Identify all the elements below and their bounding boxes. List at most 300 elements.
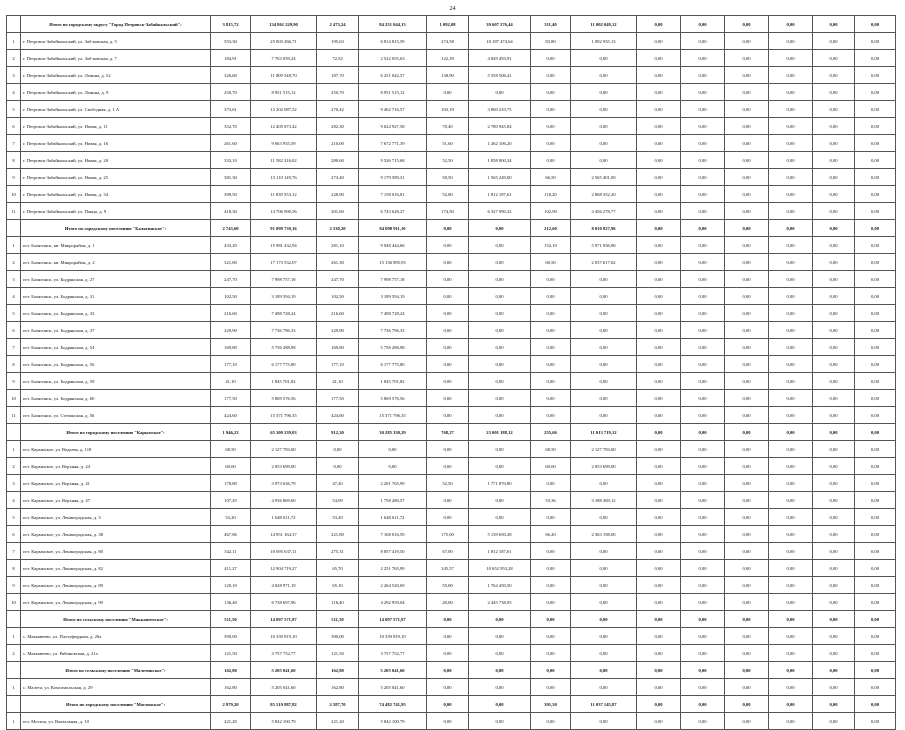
value-cell: 0,00 — [855, 101, 896, 118]
row-index-cell: 3 — [7, 67, 21, 84]
value-cell: 0,00 — [427, 322, 469, 339]
value-cell: 162,80 — [211, 679, 251, 696]
value-cell: 0,00 — [725, 577, 769, 594]
row-name-cell: пгт. Балягинск, ул. Бодрянская, д. 59 — [21, 373, 211, 390]
table-row — [7, 186, 896, 203]
value-cell: 0,00 — [571, 645, 637, 662]
value-cell: 0,00 — [637, 611, 681, 628]
value-cell: 11 002 049,12 — [571, 16, 637, 33]
value-cell: 4 936 869,60 — [251, 492, 317, 509]
value-cell: 345,57 — [427, 560, 469, 577]
value-cell: 6 738 697,96 — [251, 594, 317, 611]
row-index-cell: 2 — [7, 645, 21, 662]
value-cell: 0,00 — [637, 322, 681, 339]
value-cell: 6 814 815,59 — [359, 33, 427, 50]
value-cell: 2 565 401,00 — [571, 169, 637, 186]
value-cell: 0,00 — [681, 458, 725, 475]
value-cell: 15 371 796,35 — [359, 407, 427, 424]
row-index-cell: 1 — [7, 628, 21, 645]
value-cell: 228,90 — [317, 186, 359, 203]
value-cell: 0,00 — [855, 356, 896, 373]
value-cell: 5 558 506,41 — [469, 67, 531, 84]
row-index-cell: 1 — [7, 237, 21, 254]
value-cell: 0,00 — [637, 390, 681, 407]
value-cell: 0,00 — [681, 373, 725, 390]
value-cell: 66,20 — [531, 526, 571, 543]
value-cell: 0,00 — [813, 645, 855, 662]
value-cell: 2 868 352,20 — [571, 186, 637, 203]
table-row — [7, 271, 896, 288]
value-cell: 0,00 — [855, 84, 896, 101]
value-cell: 0,00 — [637, 662, 681, 679]
value-cell: 0,00 — [637, 84, 681, 101]
value-cell: 0,00 — [681, 118, 725, 135]
value-cell: 30 285 330,29 — [359, 424, 427, 441]
value-cell: 282,30 — [317, 118, 359, 135]
value-cell: 0,00 — [681, 424, 725, 441]
value-cell: 0,00 — [681, 543, 725, 560]
value-cell: 326,60 — [211, 67, 251, 84]
value-cell: 9 526 715,68 — [359, 152, 427, 169]
value-cell: 0,00 — [427, 509, 469, 526]
row-index-cell: 2 — [7, 254, 21, 271]
value-cell: 0,00 — [813, 220, 855, 237]
value-cell: 0,00 — [813, 373, 855, 390]
row-index-cell — [7, 696, 21, 713]
row-name-cell: пгт. Балягинск, кв. Микрорайон, д. 1 — [21, 237, 211, 254]
row-index-cell: 10 — [7, 186, 21, 203]
value-cell: 0,00 — [769, 339, 813, 356]
value-cell: 0,00 — [725, 322, 769, 339]
value-cell: 0,00 — [637, 560, 681, 577]
value-cell: 0,00 — [469, 288, 531, 305]
value-cell: 85 519 887,82 — [251, 696, 317, 713]
value-cell: 0,00 — [531, 101, 571, 118]
value-cell: 121,50 — [211, 645, 251, 662]
value-cell: 0,00 — [769, 441, 813, 458]
value-cell: 390,00 — [211, 628, 251, 645]
value-cell: 0,00 — [469, 322, 531, 339]
value-cell: 0,00 — [813, 628, 855, 645]
value-cell: 2 201 765,99 — [359, 475, 427, 492]
value-cell: 0,00 — [725, 135, 769, 152]
value-cell: 0,00 — [571, 713, 637, 730]
value-cell: 0,00 — [855, 186, 896, 203]
value-cell: 11 582 316,02 — [251, 152, 317, 169]
value-cell: 0,00 — [681, 203, 725, 220]
value-cell: 0,00 — [855, 645, 896, 662]
value-cell: 0,00 — [681, 271, 725, 288]
value-cell: 0,00 — [681, 645, 725, 662]
row-index-cell: 9 — [7, 577, 21, 594]
value-cell: 0,00 — [681, 662, 725, 679]
value-cell: 255,66 — [531, 424, 571, 441]
value-cell: 0,00 — [469, 356, 531, 373]
row-name-cell: пгт. Балягинск, ул. Бодрянская, д. 33 — [21, 305, 211, 322]
row-name-cell: с. Маккавеево, ул. Рябиновская, д. 21а — [21, 645, 211, 662]
row-index-cell: 2 — [7, 50, 21, 67]
value-cell: 0,00 — [571, 152, 637, 169]
value-cell: 0,00 — [637, 203, 681, 220]
value-cell: 229,90 — [211, 322, 251, 339]
value-cell: 0,00 — [769, 67, 813, 84]
row-name-cell: пгт. Карымское, ул. Ленинградская, д. 99 — [21, 594, 211, 611]
value-cell: 0,00 — [571, 288, 637, 305]
value-cell: 187,70 — [317, 67, 359, 84]
row-name-cell: пгт. Балягинск, ул. Степанская, д. 56 — [21, 407, 211, 424]
value-cell: 0,00 — [637, 543, 681, 560]
value-cell: 184,91 — [211, 50, 251, 67]
value-cell: 2 530,20 — [317, 220, 359, 237]
value-cell: 0,00 — [571, 271, 637, 288]
value-cell: 65,10 — [317, 577, 359, 594]
value-cell: 9 624 927,58 — [359, 118, 427, 135]
value-cell: 3 757 752,77 — [251, 645, 317, 662]
table-row — [7, 254, 896, 271]
row-index-cell: 4 — [7, 288, 21, 305]
value-cell: 7 672 771,39 — [359, 135, 427, 152]
value-cell: 0,00 — [813, 339, 855, 356]
value-cell: 2 053 699,00 — [571, 458, 637, 475]
value-cell: 0,00 — [725, 339, 769, 356]
value-cell: 8 951 515,12 — [359, 84, 427, 101]
value-cell: 7 736 796,33 — [359, 322, 427, 339]
value-cell: 0,00 — [637, 169, 681, 186]
value-cell: 0,00 — [855, 713, 896, 730]
value-cell: 1 858 800,34 — [469, 152, 531, 169]
value-cell: 13 110 149,76 — [251, 169, 317, 186]
value-cell: 0,00 — [637, 237, 681, 254]
value-cell: 0,00 — [637, 118, 681, 135]
value-cell: 0,00 — [855, 322, 896, 339]
row-index-cell: 1 — [7, 713, 21, 730]
row-name-cell: Итого по городскому поселению "Балягинское": — [21, 220, 211, 237]
value-cell: 0,00 — [681, 390, 725, 407]
row-name-cell: Итого по городскому поселению "Могзонское": — [21, 696, 211, 713]
value-cell: 11 839 553,12 — [251, 186, 317, 203]
value-cell: 0,00 — [769, 645, 813, 662]
value-cell: 20,00 — [427, 594, 469, 611]
value-cell: 2 522 055,63 — [359, 50, 427, 67]
value-cell: 2 127 783,00 — [251, 441, 317, 458]
value-cell: 0,00 — [469, 696, 531, 713]
table-row — [7, 169, 896, 186]
value-cell: 3 189 594,19 — [251, 288, 317, 305]
value-cell: 0,00 — [725, 645, 769, 662]
table-row — [7, 237, 896, 254]
value-cell: 1 946,23 — [211, 424, 251, 441]
value-cell: 12 904 719,27 — [251, 560, 317, 577]
value-cell: 0,00 — [637, 526, 681, 543]
row-index-cell: 7 — [7, 543, 21, 560]
value-cell: 0,00 — [813, 118, 855, 135]
table-row — [7, 679, 896, 696]
value-cell: 229,90 — [317, 322, 359, 339]
value-cell: 0,00 — [855, 152, 896, 169]
value-cell: 0,00 — [427, 390, 469, 407]
value-cell: 0,00 — [855, 611, 896, 628]
total-row — [7, 16, 896, 33]
row-index-cell — [7, 611, 21, 628]
value-cell: 247,70 — [317, 271, 359, 288]
row-index-cell — [7, 424, 21, 441]
value-cell: 221,20 — [211, 713, 251, 730]
row-index-cell: 3 — [7, 271, 21, 288]
row-name-cell: пгт. Могзон, ул. Вокзальная, д. 10 — [21, 713, 211, 730]
value-cell: 0,00 — [531, 271, 571, 288]
value-cell: 0,00 — [855, 594, 896, 611]
value-cell: 0,00 — [855, 118, 896, 135]
value-cell: 0,00 — [427, 288, 469, 305]
value-cell: 2 780 945,84 — [469, 118, 531, 135]
value-cell: 0,00 — [637, 679, 681, 696]
value-cell: 5 205 041,60 — [359, 662, 427, 679]
value-cell: 1 845 701,82 — [359, 373, 427, 390]
value-cell: 0,00 — [637, 135, 681, 152]
row-name-cell: пгт. Балягинск, ул. Бодрянская, д. 60 — [21, 390, 211, 407]
value-cell: 0,00 — [427, 441, 469, 458]
value-cell: 14 097 571,87 — [359, 611, 427, 628]
value-cell: 175,00 — [427, 526, 469, 543]
value-cell: 52,50 — [427, 475, 469, 492]
value-cell: 0,00 — [725, 492, 769, 509]
value-cell: 0,00 — [769, 628, 813, 645]
value-cell: 0,00 — [813, 135, 855, 152]
value-cell: 4 849 493,91 — [469, 50, 531, 67]
value-cell: 0,00 — [571, 611, 637, 628]
row-index-cell: 5 — [7, 101, 21, 118]
value-cell: 6 743 628,27 — [359, 203, 427, 220]
value-cell: 0,00 — [813, 101, 855, 118]
value-cell: 0,00 — [769, 237, 813, 254]
value-cell: 50,50 — [427, 169, 469, 186]
row-index-cell — [7, 220, 21, 237]
value-cell: 270,42 — [317, 101, 359, 118]
value-cell: 11 013 719,12 — [571, 424, 637, 441]
value-cell: 2 264 520,69 — [359, 577, 427, 594]
table-row — [7, 33, 896, 50]
value-cell: 0,00 — [531, 50, 571, 67]
value-cell: 0,00 — [769, 509, 813, 526]
value-cell: 4 292 959,04 — [359, 594, 427, 611]
value-cell: 0,00 — [855, 390, 896, 407]
value-cell: 250,70 — [211, 84, 251, 101]
value-cell: 0,00 — [469, 84, 531, 101]
table-row — [7, 645, 896, 662]
value-cell: 0,00 — [725, 288, 769, 305]
value-cell: 10 339 819,10 — [251, 628, 317, 645]
row-name-cell: пгт. Карымское, ул. Верхняя, д. 47 — [21, 492, 211, 509]
value-cell: 0,00 — [769, 135, 813, 152]
value-cell: 0,00 — [531, 645, 571, 662]
value-cell: 0,00 — [855, 441, 896, 458]
value-cell: 39 607 276,44 — [469, 16, 531, 33]
value-cell: 0,00 — [855, 50, 896, 67]
value-cell: 84 098 911,10 — [359, 220, 427, 237]
value-cell: 103,19 — [427, 101, 469, 118]
value-cell: 14 097 571,87 — [251, 611, 317, 628]
row-index-cell — [7, 662, 21, 679]
value-cell: 0,00 — [637, 407, 681, 424]
value-cell: 1 565 249,00 — [469, 169, 531, 186]
value-cell: 0,00 — [855, 254, 896, 271]
value-cell: 0,00 — [571, 322, 637, 339]
value-cell: 0,00 — [725, 713, 769, 730]
row-name-cell: с. Малета, ул. Комсомольская, д. 29 — [21, 679, 211, 696]
table-row — [7, 356, 896, 373]
value-cell: 136,40 — [211, 594, 251, 611]
value-cell: 0,00 — [637, 696, 681, 713]
value-cell: 0,00 — [725, 101, 769, 118]
value-cell: 0,00 — [681, 679, 725, 696]
value-cell: 0,00 — [571, 84, 637, 101]
value-cell: 0,00 — [427, 271, 469, 288]
value-cell: 9 462 716,57 — [359, 101, 427, 118]
value-cell: 60,00 — [531, 458, 571, 475]
value-cell: 12 405 873,42 — [251, 118, 317, 135]
value-cell: 0,00 — [427, 407, 469, 424]
row-name-cell: г. Петровск-Забайкальский, ул. Свободная, д. 1 А — [21, 101, 211, 118]
value-cell: 0,00 — [571, 101, 637, 118]
table-row — [7, 135, 896, 152]
value-cell: 0,00 — [571, 373, 637, 390]
value-cell: 0,00 — [427, 611, 469, 628]
value-cell: 3 815,72 — [211, 16, 251, 33]
row-name-cell: г. Петровск-Забайкальский, ул. Заб-ковская, д. 5 — [21, 33, 211, 50]
table-row — [7, 594, 896, 611]
value-cell: 0,00 — [725, 560, 769, 577]
value-cell: 6 327 090,32 — [469, 203, 531, 220]
table-row — [7, 543, 896, 560]
row-index-cell: 1 — [7, 33, 21, 50]
value-cell: 0,00 — [769, 356, 813, 373]
value-cell: 6 177 775,80 — [359, 356, 427, 373]
total-row — [7, 220, 896, 237]
value-cell: 7 763 059,24 — [251, 50, 317, 67]
row-name-cell: пгт. Балягинск, ул. Бодрянская, д. 37 — [21, 322, 211, 339]
value-cell: 0,00 — [855, 237, 896, 254]
value-cell: 116,40 — [317, 594, 359, 611]
value-cell: 250,70 — [317, 84, 359, 101]
value-cell: 0,00 — [681, 220, 725, 237]
value-cell: 0,00 — [571, 577, 637, 594]
value-cell: 0,00 — [427, 696, 469, 713]
value-cell: 0,00 — [855, 305, 896, 322]
value-cell: 5 205 041,60 — [251, 662, 317, 679]
value-cell: 53,20 — [211, 509, 251, 526]
value-cell: 0,00 — [769, 220, 813, 237]
value-cell: 0,00 — [855, 271, 896, 288]
value-cell: 14 951 164,37 — [251, 526, 317, 543]
value-cell: 0,00 — [469, 220, 531, 237]
row-name-cell: г. Петровск-Забайкальский, ул. Ленина, д. 52 — [21, 67, 211, 84]
value-cell: 0,00 — [725, 441, 769, 458]
value-cell: 467,86 — [211, 526, 251, 543]
value-cell: 0,00 — [725, 611, 769, 628]
value-cell: 0,00 — [813, 356, 855, 373]
value-cell: 0,00 — [725, 118, 769, 135]
value-cell: 177,10 — [317, 356, 359, 373]
value-cell: 5 205 041,60 — [251, 679, 317, 696]
value-cell: 1 845 701,82 — [251, 373, 317, 390]
row-index-cell: 6 — [7, 118, 21, 135]
value-cell: 0,00 — [725, 543, 769, 560]
value-cell: 0,00 — [725, 237, 769, 254]
value-cell: 0,00 — [855, 288, 896, 305]
value-cell: 1 648 611,72 — [359, 509, 427, 526]
value-cell: 178,80 — [211, 475, 251, 492]
value-cell: 0,00 — [769, 424, 813, 441]
value-cell: 0,00 — [813, 16, 855, 33]
value-cell: 0,00 — [725, 84, 769, 101]
value-cell: 0,00 — [531, 577, 571, 594]
value-cell: 91 099 739,16 — [251, 220, 317, 237]
value-cell: 0,00 — [813, 577, 855, 594]
value-cell: 1 092,08 — [427, 16, 469, 33]
value-cell: 51,60 — [427, 135, 469, 152]
value-cell: 5 869 576,56 — [359, 390, 427, 407]
value-cell: 2 251 765,99 — [359, 560, 427, 577]
table-row — [7, 152, 896, 169]
value-cell: 342,11 — [211, 543, 251, 560]
value-cell: 0,00 — [813, 679, 855, 696]
value-cell: 0,00 — [681, 169, 725, 186]
row-index-cell: 11 — [7, 407, 21, 424]
value-cell: 0,00 — [681, 16, 725, 33]
value-cell: 5 842 100,79 — [359, 713, 427, 730]
value-cell: 0,00 — [725, 305, 769, 322]
value-cell: 0,00 — [427, 645, 469, 662]
row-name-cell: пгт. Карымское, ул. Ленинградская, д. 80 — [21, 543, 211, 560]
value-cell: 0,00 — [855, 628, 896, 645]
value-cell: 0,00 — [681, 288, 725, 305]
value-cell: 0,00 — [637, 67, 681, 84]
value-cell: 0,00 — [531, 118, 571, 135]
value-cell: 0,00 — [725, 356, 769, 373]
value-cell: 177,10 — [211, 356, 251, 373]
value-cell: 0,00 — [469, 713, 531, 730]
value-cell: 52,50 — [427, 152, 469, 169]
total-row — [7, 662, 896, 679]
row-index-cell: 6 — [7, 526, 21, 543]
value-cell: 0,00 — [637, 492, 681, 509]
value-cell: 2 743,60 — [211, 220, 251, 237]
value-cell: 0,00 — [359, 458, 427, 475]
value-cell: 0,00 — [769, 696, 813, 713]
value-cell: 0,00 — [725, 67, 769, 84]
value-cell: 0,00 — [571, 475, 637, 492]
value-cell: 195,63 — [317, 33, 359, 50]
value-cell: 0,00 — [531, 84, 571, 101]
value-cell: 0,00 — [681, 50, 725, 67]
value-cell: 9 948 444,66 — [359, 237, 427, 254]
value-cell: 273,40 — [317, 169, 359, 186]
value-cell: 0,00 — [855, 492, 896, 509]
value-cell: 0,00 — [427, 492, 469, 509]
value-cell: 0,00 — [725, 50, 769, 67]
value-cell: 0,00 — [725, 407, 769, 424]
value-cell: 0,00 — [725, 254, 769, 271]
row-name-cell: г. Петровск-Забайкальский, ул. Новая, д. 34 — [21, 186, 211, 203]
value-cell: 0,00 — [637, 713, 681, 730]
value-cell: 0,00 — [681, 254, 725, 271]
value-cell: 0,00 — [681, 322, 725, 339]
value-cell: 768,27 — [427, 424, 469, 441]
value-cell: 0,00 — [813, 713, 855, 730]
value-cell: 0,00 — [725, 271, 769, 288]
value-cell: 0,00 — [571, 407, 637, 424]
value-cell: 0,00 — [855, 475, 896, 492]
